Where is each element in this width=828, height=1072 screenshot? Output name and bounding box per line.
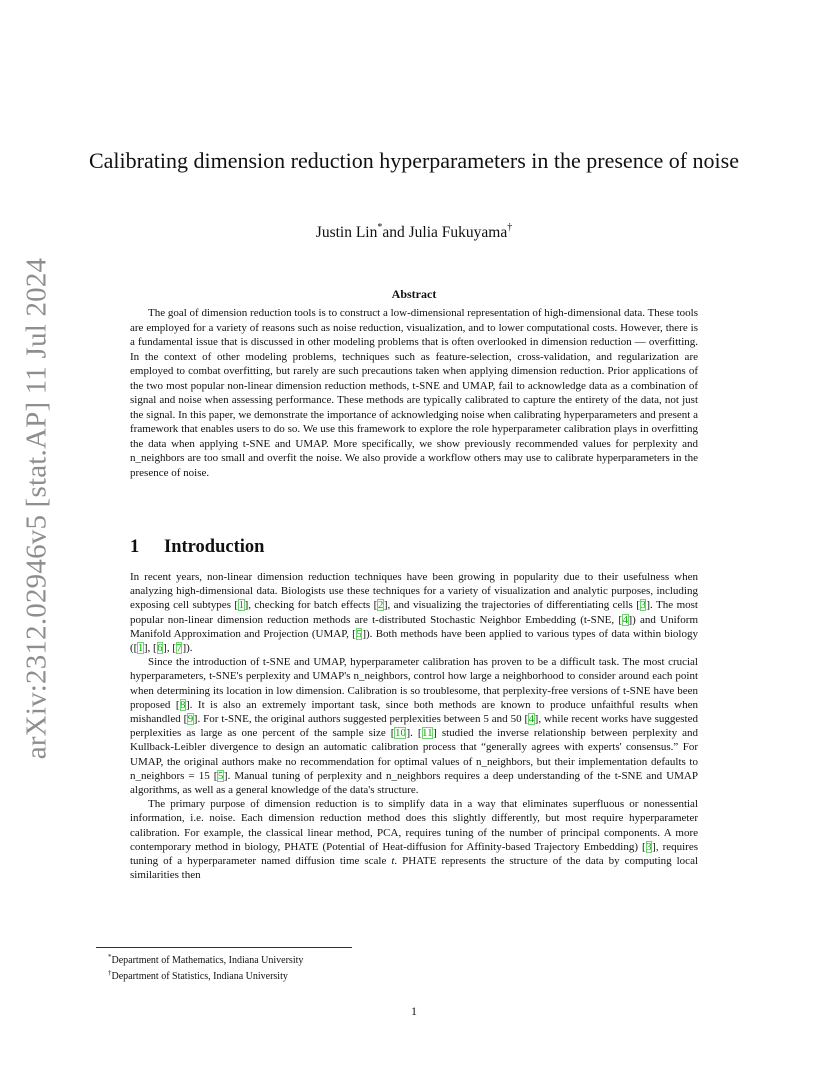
footnote-mark: * — [108, 953, 112, 961]
citation-link[interactable]: 5 — [217, 769, 224, 782]
text-run: ], [ — [163, 642, 176, 655]
introduction-body — [130, 570, 698, 882]
citation-link[interactable]: 7 — [176, 642, 182, 655]
footnote-mark: † — [108, 969, 112, 977]
text-run: ]. The most popular non-linear dimension reduction methods are t-distributed Stochastic Neighbor Embedding (t-SNE, [ — [130, 599, 698, 626]
footnotes — [108, 951, 708, 983]
author-name: and Julia Fukuyama — [382, 224, 508, 241]
citation-link[interactable]: 2 — [377, 599, 384, 612]
text-run: The primary purpose of dimension reduction is to simplify data in a way that eliminates superfluous or nonessential information, i.e. noise. Each dimension reduction method does this slightly differently, but most require hyperparameter calibration. For example, the classical linear method, PCA, requires tuning of the number of principal components. A more contemporary method in biology, PHATE (Potential of Heat-diffusion for Affinity-based Trajectory Embedding) [ — [130, 798, 698, 853]
citation-link[interactable]: 8 — [180, 698, 186, 711]
paragraph — [130, 570, 698, 655]
text-run: ]. For t-SNE, the original authors suggested perplexities between 5 and 50 [ — [193, 713, 529, 726]
text-run: ]) and Uniform Manifold Approximation and Projection (UMAP, [ — [130, 613, 699, 640]
abstract-heading: Abstract — [391, 287, 437, 301]
text-run: In recent years, non-linear dimension reduction techniques have been growing in popularity due to their usefulness when analyzing high-dimensional data. Biologists use these techniques for a variety of visualization and analytic purposes, including exposing cell subtypes [ — [130, 571, 698, 612]
text-run: ]. It is also an extremely important task, since both methods are known to produce unfaithful results when mishandled [ — [130, 698, 698, 726]
citation-link[interactable]: 4 — [622, 613, 628, 626]
footnote-text: Department of Mathematics, Indiana University — [111, 955, 304, 966]
text-run: ]. Manual tuning of perplexity and n_neighbors requires a deep understanding of the t-SNE and UMAP algorithms, as well as a general knowledge of the data's structure. — [130, 769, 698, 797]
citation-link[interactable]: 10 — [394, 727, 406, 740]
citation-link[interactable]: 3 — [646, 840, 652, 853]
text-run: ]. [ — [406, 727, 422, 740]
citation-link[interactable]: 3 — [640, 599, 646, 612]
citation-link[interactable]: 11 — [422, 727, 433, 740]
footnote — [108, 967, 708, 983]
paragraph — [130, 797, 698, 882]
abstract-body: The goal of dimension reduction tools is to construct a low-dimensional representation of high-dimensional data. These tools are employed for a variety of reasons such as noise reduction, visualization, and to lower computational costs. However, there is a fundamental issue that is discussed in other modeling problems that is often overlooked in dimension reduction — overfitting. In the context of other modeling problems, techniques such as feature-selection, cross-validation, and regularization are employed to combat overfitting, but rarely are such precautions taken when applying dimension reduction. Prior applications of the two most popular non-linear dimension reduction methods, t-SNE and UMAP, fail to acknowledge data as a combination of signal and noise when assessing performance. These methods are typically calibrated to capture the entirety of the data, not just the signal. In this paper, we demonstrate the importance of acknowledging noise when calibrating hyperparameters and present a framework that enables users to do so. We use this framework to explore the role hyperparameter calibration plays in overfitting the data when applying t-SNE and UMAP. More specifically, we show previously recommended values for perplexity and n_neighbors are too small and overfit the noise. We also provide a workflow others may use to calibrate hyperparameters in the presence of noise. — [130, 307, 698, 479]
footnote-text: Department of Statistics, Indiana University — [111, 971, 288, 982]
section-heading — [130, 537, 264, 558]
arxiv-stamp — [20, 257, 53, 759]
footnote — [108, 951, 708, 967]
paragraph — [130, 655, 698, 797]
citation-link[interactable]: 6 — [157, 642, 163, 655]
footnote-divider — [96, 947, 352, 948]
text-run: ], checking for batch effects [ — [244, 599, 378, 612]
text-run: ]). Both methods have been applied to various types of data within biology ([ — [130, 627, 698, 655]
text-run: ], and visualizing the trajectories of differentiating cells [ — [383, 599, 640, 612]
citation-link[interactable]: 5 — [356, 627, 362, 640]
citation-link[interactable]: 9 — [187, 713, 194, 726]
text-run: Since the introduction of t-SNE and UMAP, hyperparameter calibration has proven to be a difficult task. The most crucial hyperparameters, t-SNE's perplexity and UMAP's n_neighbors, control how large a neighborhood to consider around each point when determining its location in low dimension. Calibration is so troublesome, that perplexity-free versions of t-SNE have been proposed [ — [130, 656, 698, 711]
paper-title: Calibrating dimension reduction hyperparameters in the presence of noise — [88, 148, 739, 173]
text-run: ]). — [182, 642, 193, 655]
author-line — [80, 222, 748, 242]
text-run: ] studied the inverse relationship between perplexity and Kullback-Leibler divergence to design an automatic calibration process that “generally agrees with experts' consensus.” For UMAP, the original authors make no recommendation for optimal values of n_neighbors, but their implementation defaults to n_neighbors = 15 [ — [130, 727, 699, 782]
section-title: Introduction — [164, 537, 265, 557]
citation-link[interactable]: 1 — [238, 599, 245, 612]
author-name: Justin Lin — [315, 224, 378, 241]
section-number: 1 — [130, 537, 140, 557]
author-footnote-mark: † — [507, 222, 513, 233]
math-variable: t — [391, 855, 395, 868]
text-run: ], while recent works have suggested perplexities as large as one percent of the sample size [ — [130, 713, 698, 740]
text-run: . PHATE represents the structure of the data by computing local similarities then — [130, 855, 699, 882]
page-number: 1 — [411, 1004, 417, 1018]
citation-link[interactable]: 1 — [137, 642, 144, 655]
text-run: ], [ — [143, 642, 157, 655]
text-run: ], requires tuning of a hyperparameter named diffusion time scale — [130, 840, 698, 868]
author-footnote-mark: * — [377, 222, 383, 233]
citation-link[interactable]: 4 — [528, 713, 535, 726]
arxiv-identifier: arXiv:2312.02946v5 [stat.AP] 11 Jul 2024 — [20, 257, 53, 759]
